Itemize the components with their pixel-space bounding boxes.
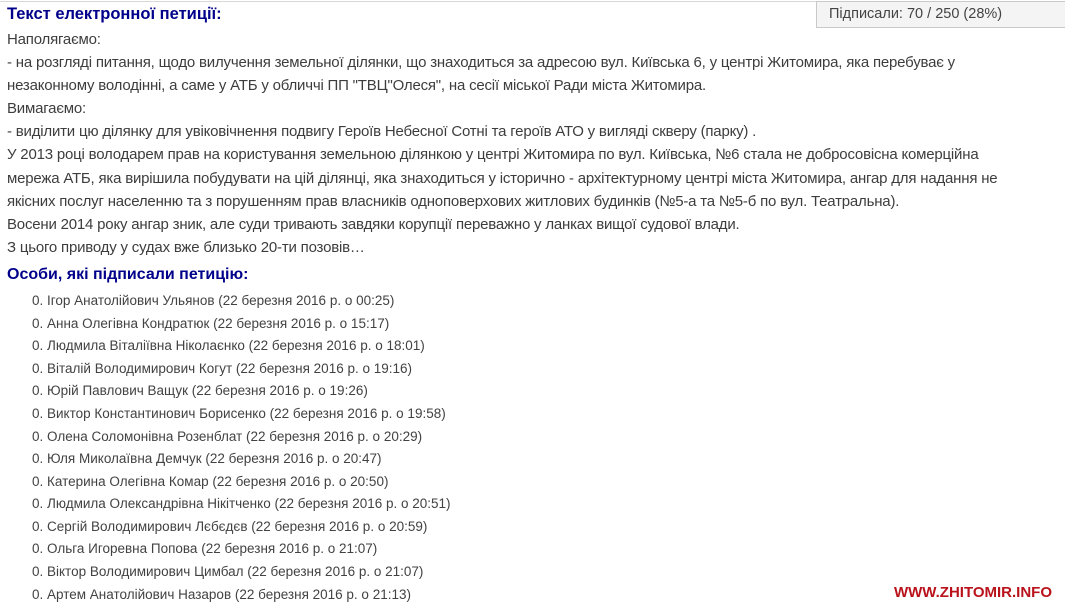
signatures-count-text: Підписали: 70 / 250 (28%) (829, 6, 1003, 22)
signer-marker: 0. (32, 451, 44, 467)
signer-text: Юрій Павлович Ващук (22 березня 2016 р. о 19:26) (47, 383, 368, 399)
signer-text: Людмила Віталіївна Ніколаєнко (22 березня 2016 р. о 18:01) (47, 338, 425, 354)
signer-marker: 0. (32, 586, 44, 602)
signer-marker: 0. (32, 405, 44, 421)
petition-text-heading: Текст електронної петиції: (7, 5, 222, 23)
signer-marker: 0. (32, 473, 44, 489)
petition-text-line: мережа АТБ, яка вирішила побудувати на цій ділянці, яка знаходиться у історично - архітектурному центрі міста Житомира, ангар для надання не (7, 169, 998, 187)
signer-row (7, 561, 1065, 584)
petition-text-line: незаконному володінні, а саме у АТБ у обличчі ПП "ТВЦ"Олеся", на сесії міської Ради міста Житомира. (7, 77, 706, 95)
petition-text-line: - виділити цю ділянку для увіковічнення подвигу Героїв Небесної Сотні та героїв АТО у вигляді скверу (парку) . (7, 123, 757, 141)
signer-row (7, 516, 1065, 539)
signer-marker: 0. (32, 564, 44, 580)
petition-text-line: З цього приводу у судах вже близько 20-ти позовів… (7, 238, 365, 256)
petition-text-line: Вимагаємо: (7, 100, 86, 118)
signer-marker: 0. (32, 518, 44, 534)
petition-text-line: - на розгляді питання, щодо вилучення земельної ділянки, що знаходиться за адресою вул. Київська 6, у центрі Житомира, яка перебуває у (7, 54, 955, 72)
site-watermark: WWW.ZHITOMIR.INFO (893, 584, 1052, 601)
petition-text-line: Наполягаємо: (7, 31, 101, 48)
signer-marker: 0. (32, 496, 44, 512)
signer-row (7, 313, 1065, 336)
signer-text: Віталій Володимирович Когут (22 березня 2016 р. о 19:16) (47, 360, 413, 376)
signer-row (7, 380, 1065, 403)
signer-text: Віктор Володимирович Цимбал (22 березня 2016 р. о 21:07) (47, 564, 424, 580)
petition-text-line: У 2013 році володарем прав на користування земельною ділянкою у центрі Житомира по вул. Київська, №6 стала не добросовісна комерційна (7, 146, 979, 164)
signer-text: Сергій Володимирович Лєбєдєв (22 березня 2016 р. о 20:59) (47, 518, 428, 534)
signer-row (7, 538, 1065, 561)
signer-text: Ольга Игоревна Попова (22 березня 2016 р. о 21:07) (47, 541, 378, 557)
signer-text: Анна Олегівна Кондратюк (22 березня 2016 р. о 15:17) (47, 315, 390, 331)
signer-marker: 0. (32, 383, 44, 399)
signer-text: Катерина Олегівна Комар (22 березня 2016 р. о 20:50) (47, 473, 389, 489)
signer-row (7, 403, 1065, 426)
signer-text: Олена Соломонівна Розенблат (22 березня 2016 р. о 20:29) (47, 428, 423, 444)
signer-row (7, 448, 1065, 471)
signer-row (7, 335, 1065, 358)
signer-text: Юля Миколаївна Демчук (22 березня 2016 р. о 20:47) (47, 451, 382, 467)
signer-marker: 0. (32, 315, 44, 331)
signer-text: Ігор Анатолійович Ульянов (22 березня 2016 р. о 00:25) (47, 292, 395, 308)
signers-list (7, 290, 1065, 606)
signer-marker: 0. (32, 338, 44, 354)
signers-heading: Особи, які підписали петицію: (7, 265, 249, 283)
signer-marker: 0. (32, 360, 44, 376)
petition-text-line: якісних послуг населенню та з порушенням прав власників одноповерхових житлових будинків (№5-а та №5-б по вул. Театральна). (7, 192, 900, 210)
signer-row (7, 290, 1065, 313)
signer-row (7, 493, 1065, 516)
signer-marker: 0. (32, 292, 44, 308)
petition-text (7, 28, 1065, 259)
signer-row (7, 471, 1065, 494)
signer-row (7, 426, 1065, 449)
signer-text: Виктор Константинович Борисенко (22 березня 2016 р. о 19:58) (47, 405, 446, 421)
signer-text: Артем Анатолійович Назаров (22 березня 2016 р. о 21:13) (47, 586, 411, 602)
signer-marker: 0. (32, 428, 44, 444)
signer-marker: 0. (32, 541, 44, 557)
signer-text: Людмила Олександрівна Нікітченко (22 березня 2016 р. о 20:51) (47, 496, 451, 512)
signer-row (7, 358, 1065, 381)
petition-text-line: Восени 2014 року ангар зник, але суди тривають завдяки корупції переважно у ланках вищої судової влади. (7, 215, 740, 233)
